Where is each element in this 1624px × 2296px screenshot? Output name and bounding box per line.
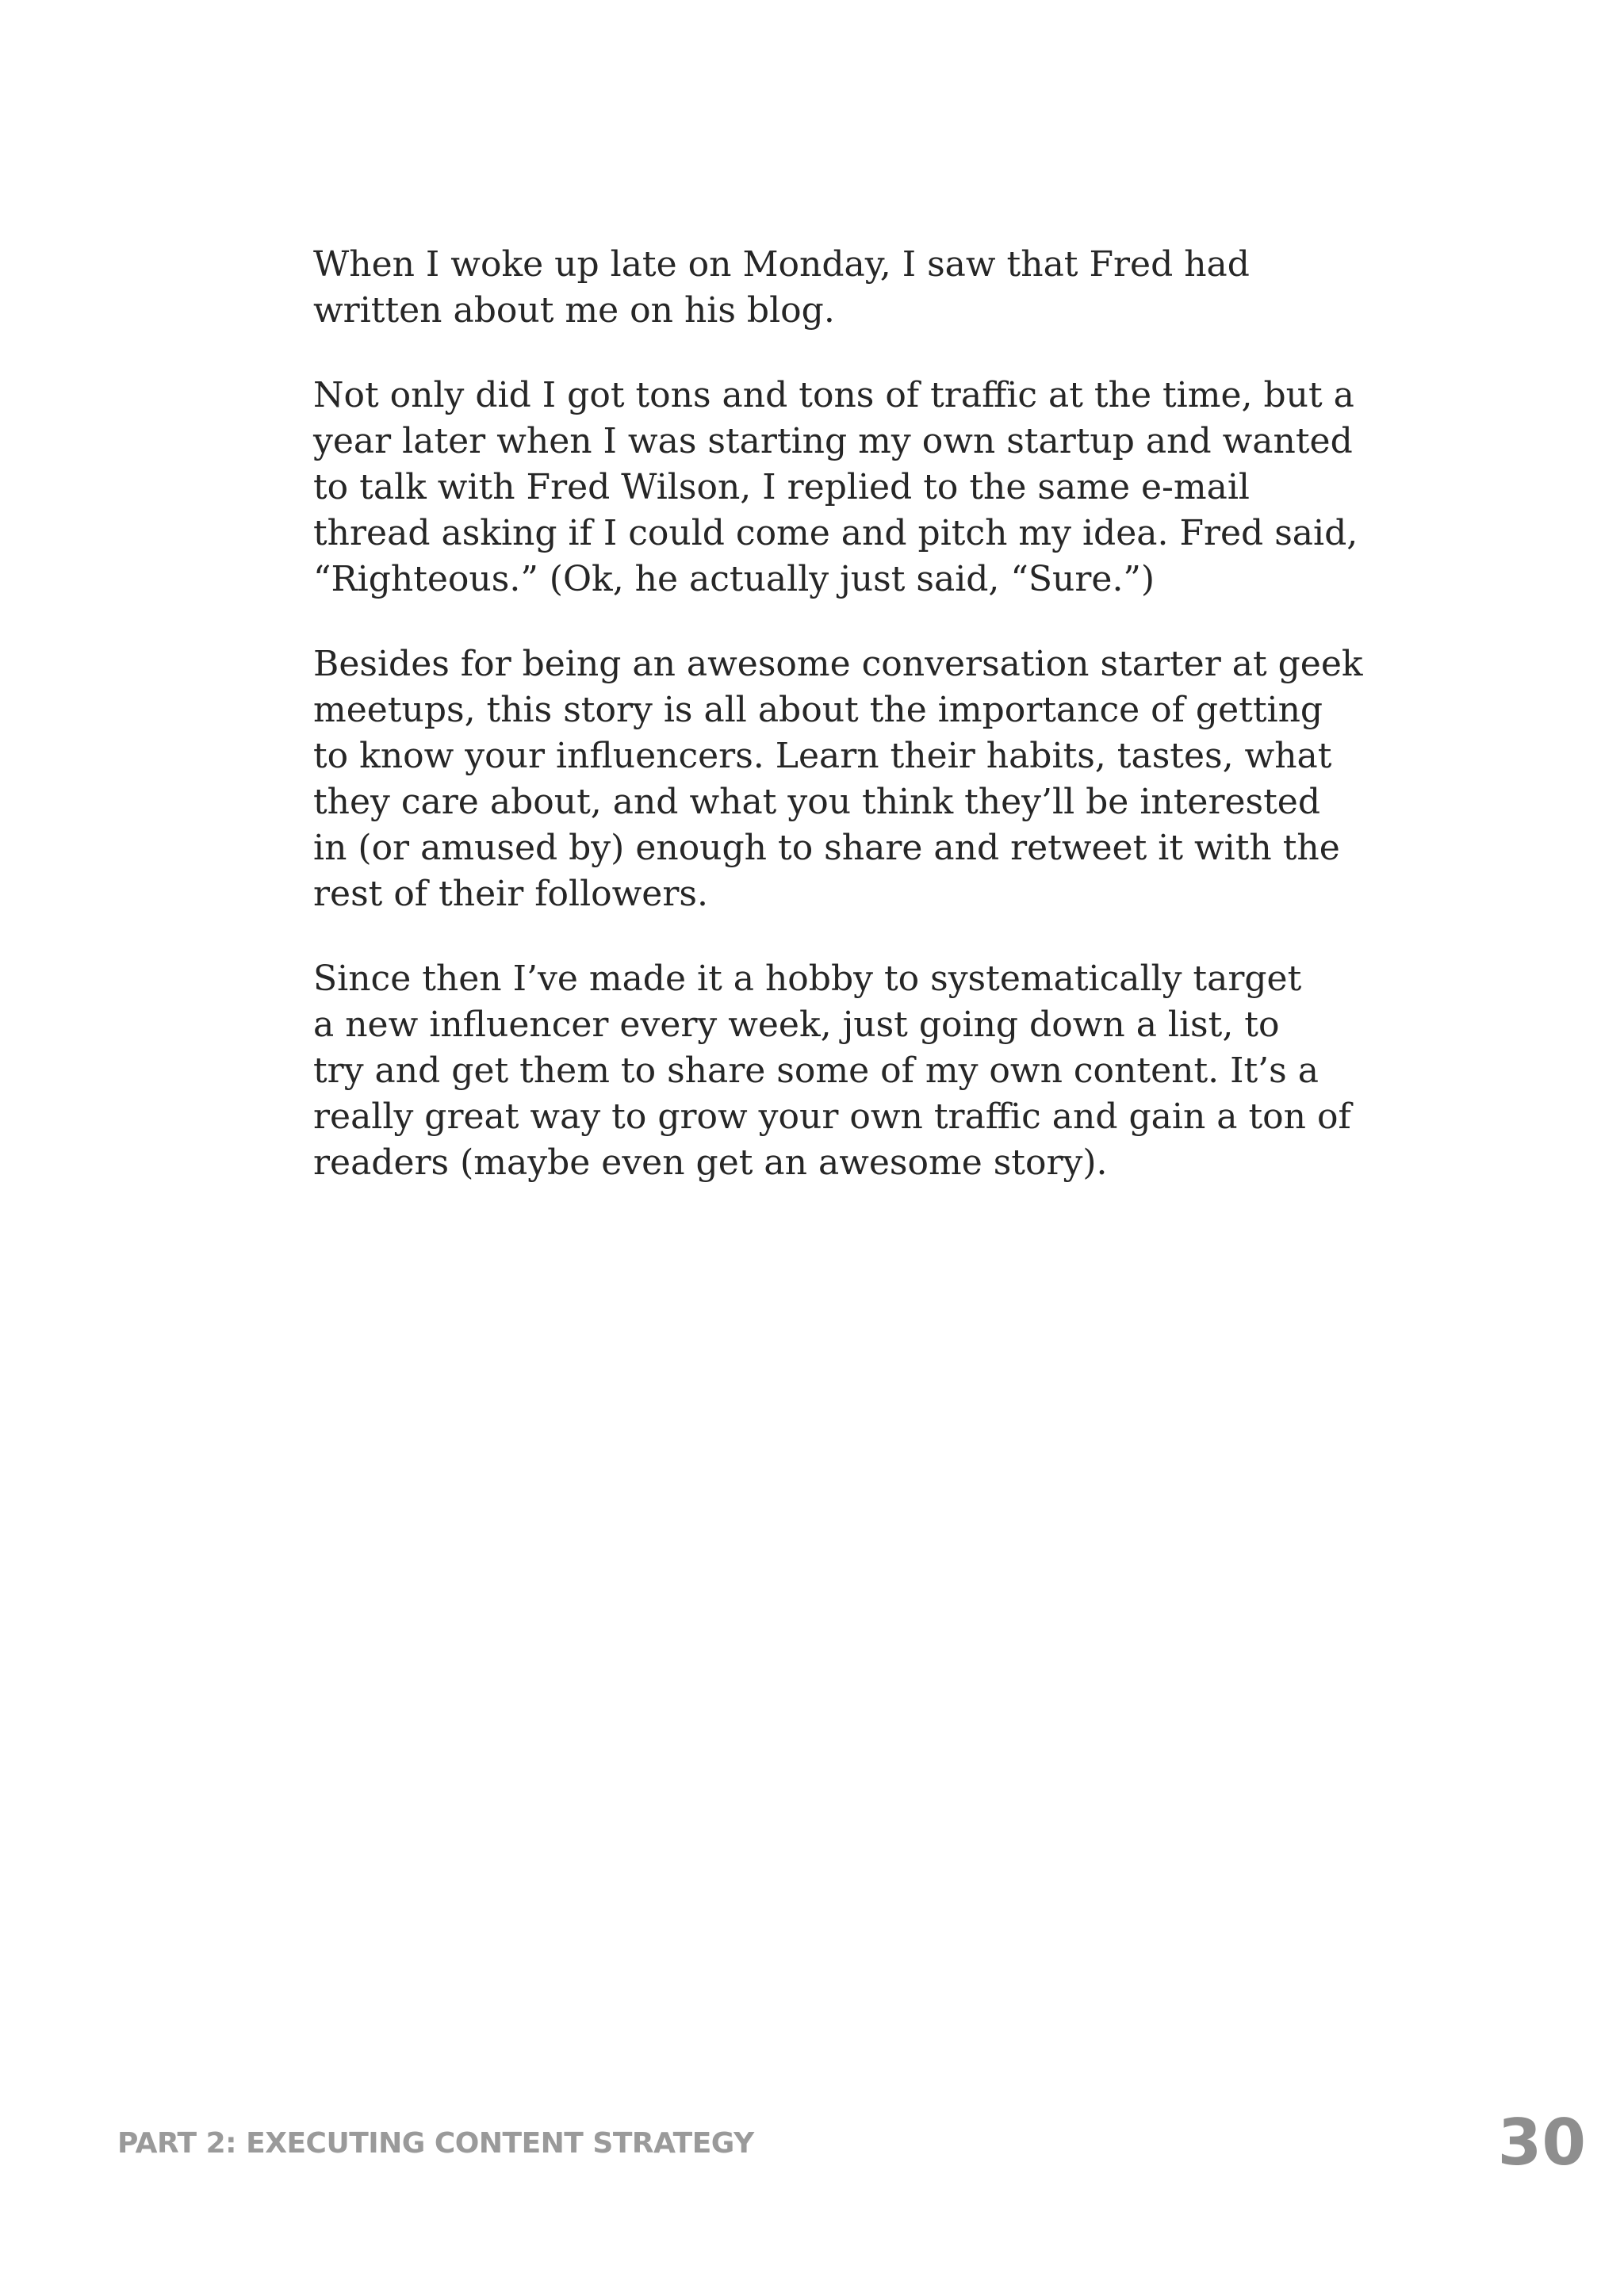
paragraph-line: Not only did I got tons and tons of traffic at the time, but a (313, 375, 1354, 415)
paragraph-line: year later when I was starting my own startup and wanted (313, 421, 1353, 461)
paragraph-line: in (or amused by) enough to share and retweet it with the (313, 828, 1340, 868)
paragraph-line: rest of their followers. (313, 874, 708, 914)
paragraph-2 (313, 373, 1358, 603)
paragraph-3 (313, 641, 1363, 917)
body-text (313, 242, 1363, 1225)
paragraph-line: meetups, this story is all about the importance of getting (313, 690, 1323, 730)
paragraph-line: “Righteous.” (Ok, he actually just said, “Sure.”) (313, 559, 1155, 599)
paragraph-4 (313, 956, 1351, 1186)
paragraph-line: a new influencer every week, just going down a list, to (313, 1004, 1280, 1045)
paragraph-line: to know your influencers. Learn their habits, tastes, what (313, 736, 1332, 776)
paragraph-line: they care about, and what you think they’ll be interested (313, 782, 1320, 822)
footer-section-label: PART 2: EXECUTING CONTENT STRATEGY (117, 2127, 754, 2160)
page-number: 30 (1497, 2106, 1586, 2179)
paragraph-line: to talk with Fred Wilson, I replied to the same e-mail (313, 467, 1250, 507)
paragraph-line: thread asking if I could come and pitch my idea. Fred said, (313, 513, 1358, 553)
paragraph-line: really great way to grow your own traffic and gain a ton of (313, 1096, 1351, 1137)
paragraph-line: Since then I’ve made it a hobby to systematically target (313, 959, 1302, 999)
paragraph-line: written about me on his blog. (313, 290, 835, 331)
paragraph-line: When I woke up late on Monday, I saw that Fred had (313, 244, 1250, 285)
paragraph-1 (313, 242, 1344, 334)
paragraph-line: Besides for being an awesome conversation starter at geek (313, 644, 1363, 684)
paragraph-line: try and get them to share some of my own content. It’s a (313, 1050, 1319, 1091)
paragraph-line: readers (maybe even get an awesome story). (313, 1142, 1108, 1183)
